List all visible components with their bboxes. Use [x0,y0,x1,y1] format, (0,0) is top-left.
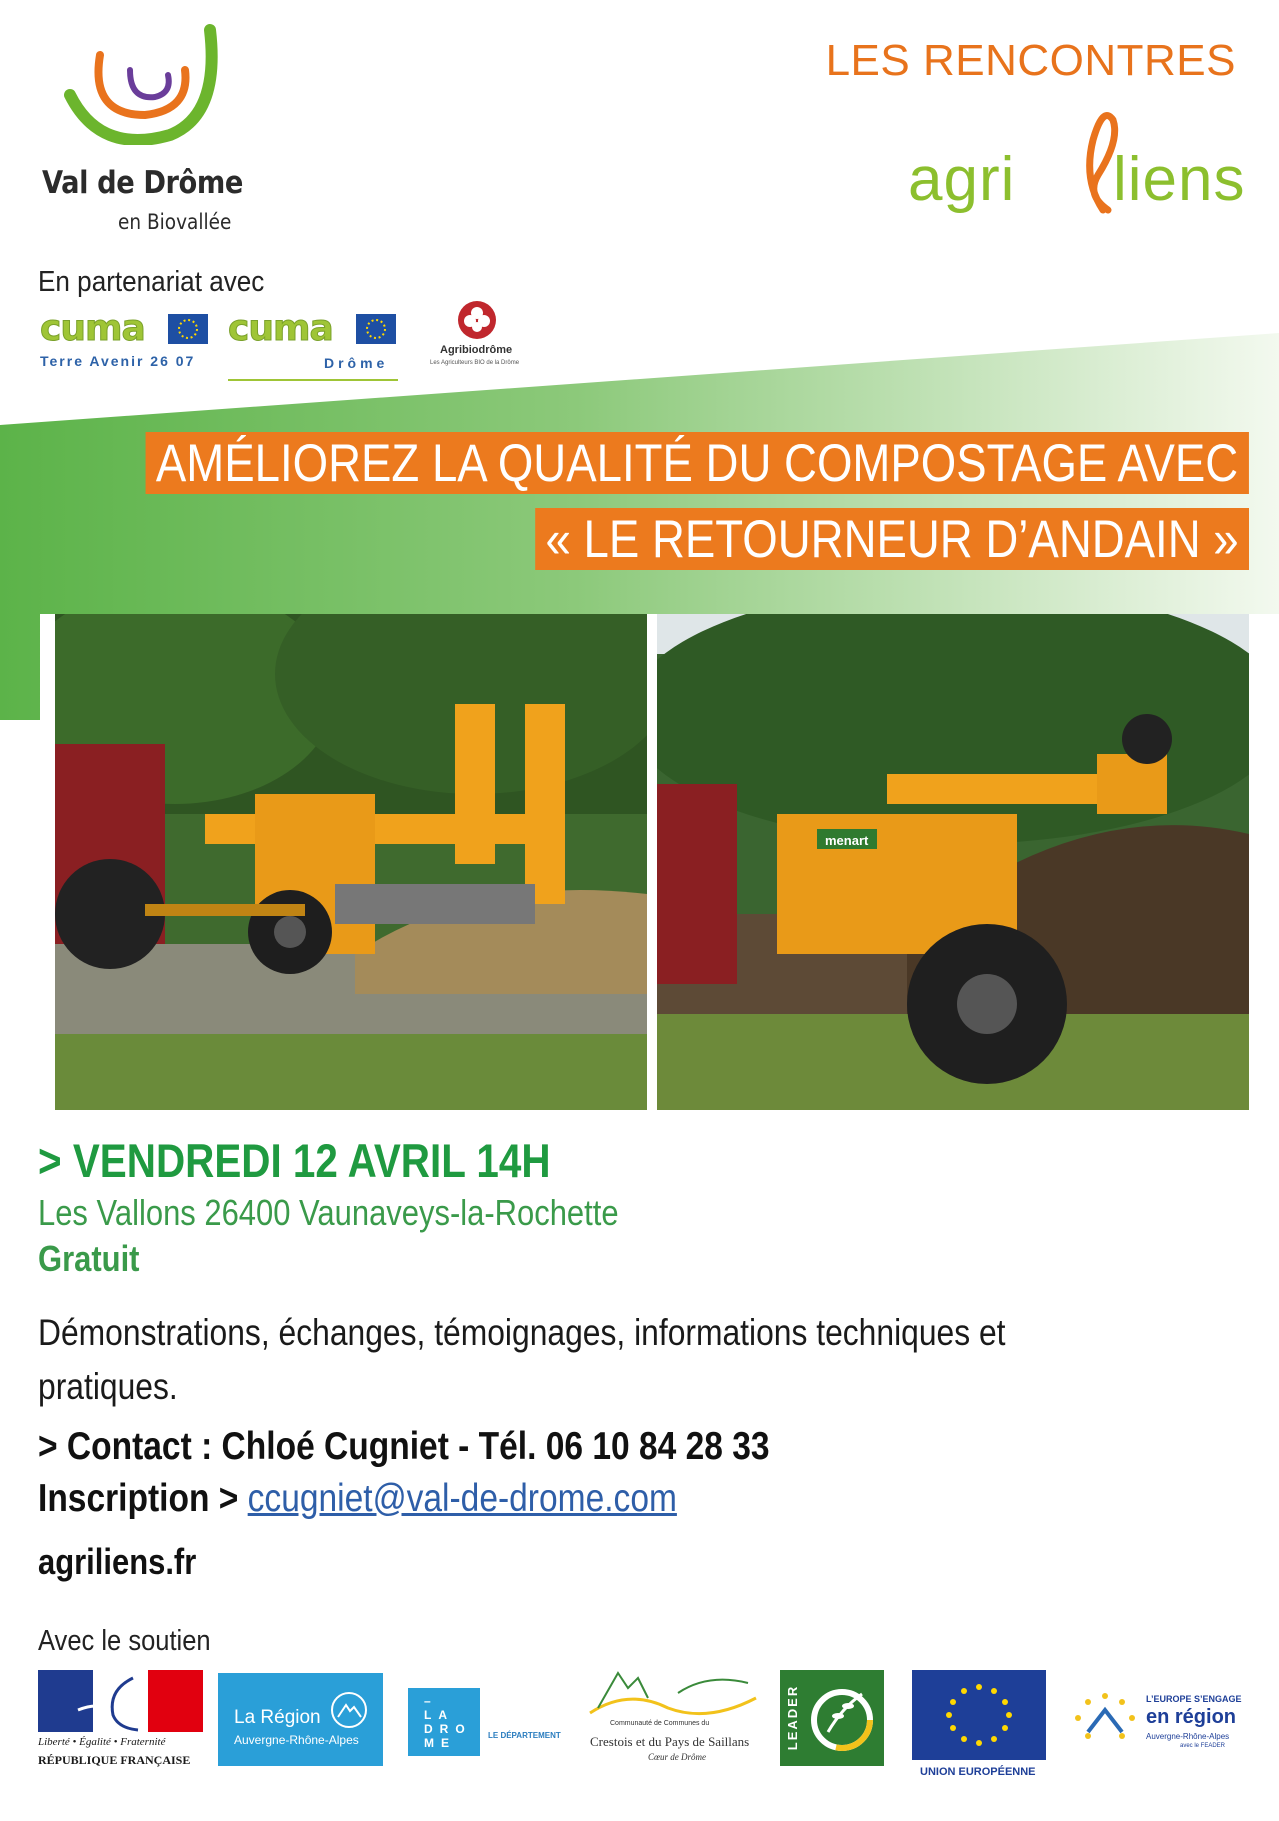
republique-motto: Liberté • Égalité • Fraternité [38,1736,166,1748]
la-region-logo [218,1673,383,1766]
event-place: Les Vallons 26400 Vaunaveys-la-Rochette [38,1192,619,1233]
republique-name: RÉPUBLIQUE FRANÇAISE [38,1753,191,1767]
eu-flag-icon [912,1670,1046,1760]
union-europeenne-logo [912,1670,1046,1782]
cuma1-subtitle: Terre Avenir 26 07 [40,353,196,369]
cuma-divider [228,379,398,381]
drome-letters: – LA DRO ME – [424,1694,472,1764]
support-label: Avec le soutien [38,1625,211,1657]
org-subtitle: en Biovallée [118,210,232,234]
europe-engage-line3: Auvergne-Rhône-Alpes [1146,1732,1230,1741]
inscription-line [38,1477,677,1521]
title-line-2: « LE RETOURNEUR D’ANDAIN » [535,508,1249,570]
org-name: Val de Drôme [42,165,243,201]
agribiodrome-name: Agribiodrôme [440,344,513,356]
drome-departement: LE DÉPARTEMENT [488,1731,561,1740]
eu-stars-icon [1070,1690,1140,1750]
ccpays-line1: Communauté de Communes du [610,1720,710,1727]
europe-engage-line4: avec le FEADER [1180,1743,1226,1749]
marianne-flag-icon [38,1670,203,1732]
event-date: > VENDREDI 12 AVRIL 14H [38,1134,551,1187]
ccpays-line3: Cœur de Drôme [648,1752,706,1762]
website: agriliens.fr [38,1541,197,1582]
brand-name-part2: liens [1113,145,1246,214]
ccpays-line2: Crestois et du Pays de Saillans [590,1734,750,1749]
republique-francaise-logo [38,1670,203,1770]
brand-name-part1: agri [908,145,1016,214]
machine-brand-label: menart [825,833,869,848]
leader-logo [780,1670,884,1766]
landscape-icon [588,1668,758,1718]
flower-icon [457,300,497,340]
cuma-drome-logo [228,308,398,383]
region-name: La Région [234,1707,321,1728]
title-line-1: AMÉLIOREZ LA QUALITÉ DU COMPOSTAGE AVEC [146,432,1249,494]
cuma2-subtitle: Drôme [324,355,389,371]
region-subtitle: Auvergne-Rhône-Alpes [234,1733,359,1747]
email-link[interactable]: ccugniet@val-de-drome.com [247,1477,677,1520]
photo-retourneur-left [55,614,647,1110]
mountain-icon [330,1691,368,1729]
cuma2-name: cuma [228,308,333,349]
contact-line: > Contact : Chloé Cugniet - Tél. 06 10 84 28 33 [38,1425,770,1468]
eu-flag-icon [356,314,396,344]
event-price: Gratuit [38,1238,140,1279]
europe-engage-line2: en région [1146,1706,1237,1728]
cuma1-name: cuma [40,308,145,349]
agriliens-logo [908,100,1246,230]
event-series-label: LES RENCONTRES [825,36,1236,85]
cc-crestois-logo [588,1668,758,1768]
europe-sengage-logo [1070,1680,1250,1770]
agribiodrome-logo [430,300,520,380]
drome-box [408,1688,480,1764]
eu-flag-icon [168,314,208,344]
agribiodrome-subtitle: Les Agriculteurs BIO de la Drôme [430,360,520,366]
leader-label: LEADER [785,1684,801,1751]
event-description: Démonstrations, échanges, témoignages, informations techniques et pratiques. [38,1312,1006,1407]
partnership-label: En partenariat avec [38,266,265,298]
inscription-label: Inscription > [38,1477,248,1520]
europe-engage-line1: L’EUROPE S’ENGAGE [1146,1694,1242,1704]
photo-retourneur-right [657,614,1249,1110]
leader-emblem-icon [806,1680,878,1756]
la-drome-logo [408,1688,568,1764]
cuma-terre-avenir-logo [40,308,210,368]
val-de-drome-logo-icon [60,15,225,145]
eu-name: UNION EUROPÉENNE [920,1766,1036,1778]
